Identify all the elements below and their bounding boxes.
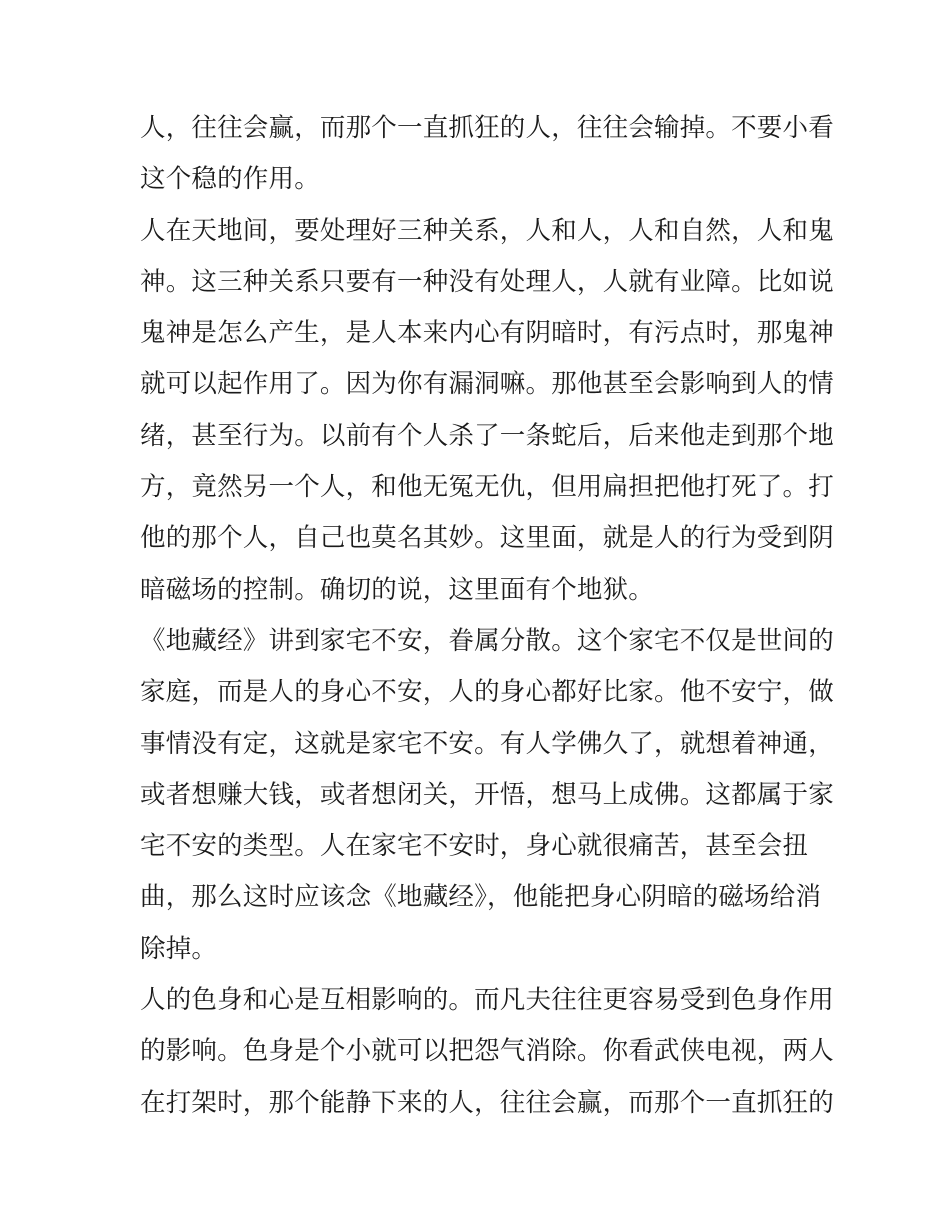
text-line: 方，竟然另一个人，和他无冤无仇，但用扁担把他打死了。打 [140, 472, 834, 503]
text-line: 神。这三种关系只要有一种没有处理人，人就有业障。比如说 [140, 266, 834, 297]
text-line: 宅不安的类型。人在家宅不安时，身心就很痛苦，甚至会扭 [140, 831, 809, 862]
text-line: 暗磁场的控制。确切的说，这里面有个地狱。 [140, 574, 655, 605]
text-line: 的影响。色身是个小就可以把怨气消除。你看武侠电视，两人 [140, 1036, 834, 1067]
text-line: 就可以起作用了。因为你有漏洞嘛。那他甚至会影响到人的情 [140, 369, 834, 400]
body-text [140, 103, 834, 1129]
text-line: 他的那个人，自己也莫名其妙。这里面，就是人的行为受到阴 [140, 523, 834, 554]
text-line: 这个稳的作用。 [140, 164, 320, 195]
text-line: 家庭，而是人的身心不安，人的身心都好比家。他不安宁，做 [140, 677, 834, 708]
text-line: 人在天地间，要处理好三种关系，人和人，人和自然，人和鬼 [140, 215, 834, 246]
text-line: 除掉。 [140, 933, 218, 964]
text-line: 绪，甚至行为。以前有个人杀了一条蛇后，后来他走到那个地 [140, 420, 834, 451]
text-line: 曲，那么这时应该念《地藏经》，他能把身心阴暗的磁场给消 [140, 882, 822, 913]
text-line: 人的色身和心是互相影响的。而凡夫往往更容易受到色身作用 [140, 985, 834, 1016]
text-line: 事情没有定，这就是家宅不安。有人学佛久了，就想着神通， [140, 728, 834, 759]
text-line: 人，往往会赢，而那个一直抓狂的人，往往会输掉。不要小看 [140, 113, 834, 143]
text-line: 或者想赚大钱，或者想闭关，开悟，想马上成佛。这都属于家 [140, 779, 834, 810]
text-line: 在打架时，那个能静下来的人，往往会赢，而那个一直抓狂的 [140, 1087, 834, 1118]
text-line: 《地藏经》讲到家宅不安，眷属分散。这个家宅不仅是世间的 [140, 625, 834, 656]
text-line: 鬼神是怎么产生，是人本来内心有阴暗时，有污点时，那鬼神 [140, 318, 834, 349]
